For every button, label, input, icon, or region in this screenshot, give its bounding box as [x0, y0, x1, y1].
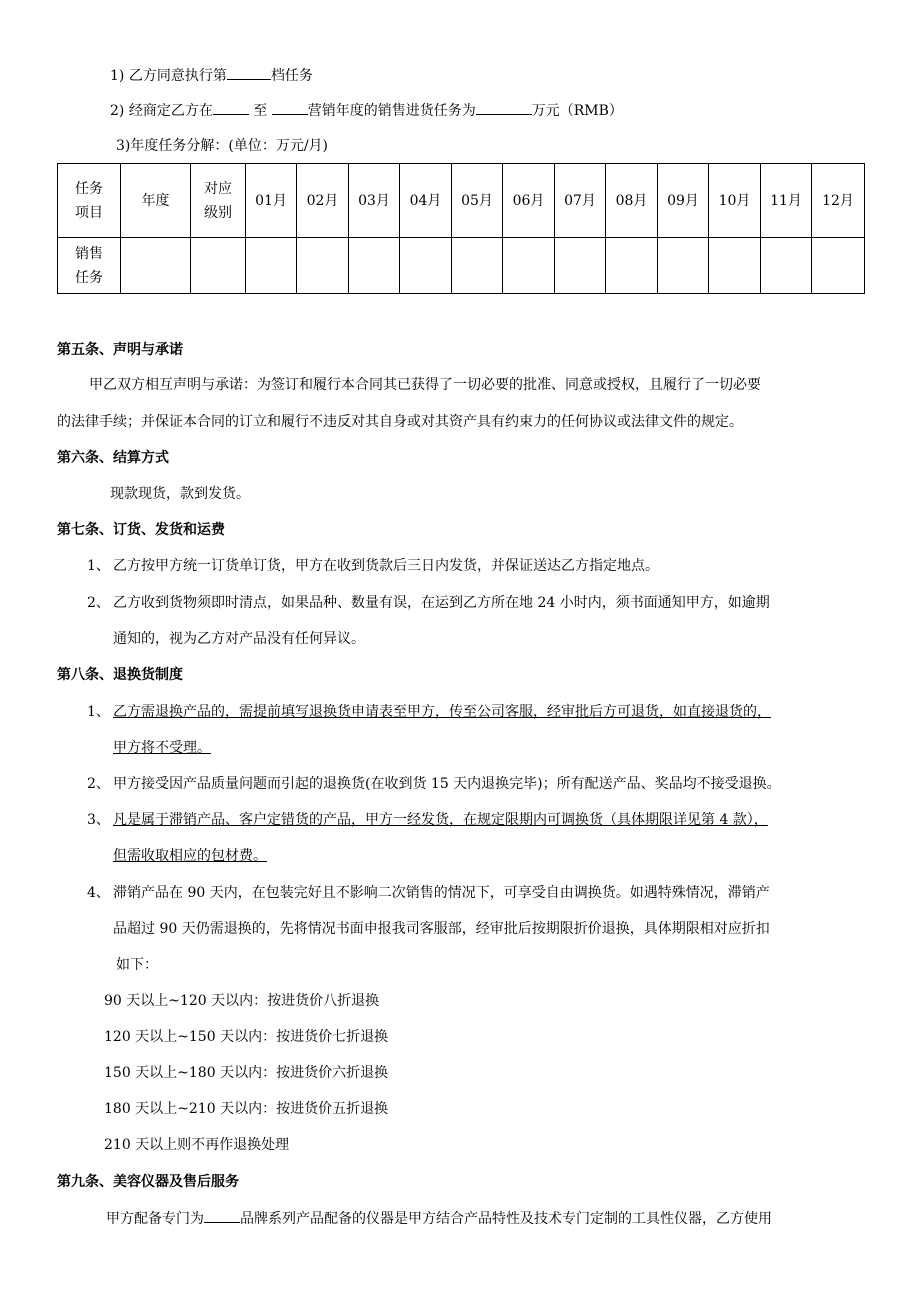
list-item-cont: 甲方将不受理。 — [113, 740, 211, 756]
header-level: 对应 级别 — [191, 164, 246, 238]
table-header-row — [58, 164, 865, 238]
header-month: 03月 — [349, 164, 400, 238]
header-month: 01月 — [246, 164, 297, 238]
discount-rule: 150 天以上~180 天以内：按进货价六折退换 — [104, 1065, 389, 1081]
header-month: 02月 — [297, 164, 349, 238]
task-table — [57, 163, 865, 294]
list-number: 1、 — [87, 558, 110, 574]
list-number: 4、 — [87, 885, 110, 901]
list-number: 1、 — [87, 704, 110, 720]
section5-title: 第五条、声明与承诺 — [57, 342, 183, 358]
discount-rule: 180 天以上~210 天以内：按进货价五折退换 — [104, 1101, 389, 1117]
section5-para-line1: 甲乙双方相互声明与承诺：为签订和履行本合同其已获得了一切必要的批准、同意或授权，且履行了一切必要 — [89, 377, 761, 393]
list-item-cont: 如下： — [116, 957, 158, 973]
list-number: 3、 — [87, 812, 110, 828]
section9-title: 第九条、美容仪器及售后服务 — [57, 1174, 239, 1190]
list-item-cont: 通知的，视为乙方对产品没有任何异议。 — [113, 631, 365, 647]
table-cell[interactable] — [606, 238, 658, 294]
list-item: 滞销产品在 90 天内，在包装完好且不影响二次销售的情况下，可享受自由调换货。如遇特殊情况，滞销产 — [113, 885, 770, 901]
year-end-blank[interactable] — [272, 100, 308, 115]
year-start-blank[interactable] — [213, 100, 249, 115]
header-month: 12月 — [812, 164, 865, 238]
table-cell[interactable] — [246, 238, 297, 294]
section6-para: 现款现货，款到发货。 — [110, 486, 250, 502]
header-month: 04月 — [400, 164, 452, 238]
table-cell[interactable] — [452, 238, 503, 294]
section5-para-line2: 的法律手续；并保证本合同的订立和履行不违反对其自身或对其资产具有约束力的任何协议或法律文件的规定。 — [57, 414, 743, 430]
table-cell[interactable] — [658, 238, 709, 294]
discount-rule: 90 天以上~120 天以内：按进货价八折退换 — [104, 993, 380, 1009]
amount-blank[interactable] — [476, 100, 532, 115]
header-month: 09月 — [658, 164, 709, 238]
header-month: 08月 — [606, 164, 658, 238]
table-cell[interactable] — [503, 238, 555, 294]
list-item: 乙方按甲方统一订货单订货，甲方在收到货款后三日内发货，并保证送达乙方指定地点。 — [113, 558, 659, 574]
table-row — [58, 238, 865, 294]
table-cell[interactable] — [349, 238, 400, 294]
list-number: 2、 — [87, 776, 110, 792]
table-cell[interactable] — [297, 238, 349, 294]
task-level-line: 1) 乙方同意执行第 档任务 — [110, 65, 313, 86]
list-number: 2、 — [87, 595, 110, 611]
discount-rule: 210 天以上则不再作退换处理 — [104, 1137, 290, 1153]
header-month: 05月 — [452, 164, 503, 238]
header-month: 07月 — [555, 164, 606, 238]
level-blank[interactable] — [227, 65, 271, 80]
table-cell[interactable] — [812, 238, 865, 294]
section7-title: 第七条、订货、发货和运费 — [57, 522, 225, 538]
list-item-cont: 但需收取相应的包材费。 — [113, 848, 267, 864]
header-month: 06月 — [503, 164, 555, 238]
discount-rule: 120 天以上~150 天以内：按进货价七折退换 — [104, 1029, 389, 1045]
section6-title: 第六条、结算方式 — [57, 450, 169, 466]
table-cell[interactable] — [761, 238, 812, 294]
header-year: 年度 — [121, 164, 191, 238]
table-cell[interactable] — [191, 238, 246, 294]
table-cell[interactable] — [709, 238, 761, 294]
table-cell[interactable] — [400, 238, 452, 294]
header-task-item: 任务 项目 — [58, 164, 121, 238]
list-item: 乙方需退换产品的，需提前填写退换货申请表至甲方，传至公司客服，经审批后方可退货，如直接退货的， — [113, 704, 771, 720]
table-cell[interactable] — [555, 238, 606, 294]
table-cell[interactable] — [121, 238, 191, 294]
list-item: 甲方接受因产品质量问题而引起的退换货(在收到货 15 天内退换完毕)；所有配送产品、奖品均不接受退换。 — [113, 776, 781, 792]
header-month: 11月 — [761, 164, 812, 238]
list-item: 乙方收到货物须即时清点，如果品种、数量有误，在运到乙方所在地 24 小时内，须书面通知甲方，如逾期 — [113, 595, 770, 611]
sales-target-line: 2) 经商定乙方在 至 营销年度的销售进货任务为 万元（RMB） — [110, 100, 623, 121]
annual-breakdown-label: 3)年度任务分解：(单位：万元/月) — [116, 138, 329, 154]
section9-para: 甲方配备专门为 品牌系列产品配备的仪器是甲方结合产品特性及技术专门定制的工具性仪器，乙方使用 — [106, 1208, 772, 1229]
header-month: 10月 — [709, 164, 761, 238]
section8-title: 第八条、退换货制度 — [57, 667, 183, 683]
list-item-cont: 品超过 90 天仍需退换的，先将情况书面申报我司客服部，经审批后按期限折价退换，具体期限相对应折扣 — [113, 921, 770, 937]
list-item: 凡是属于滞销产品、客户定错货的产品，甲方一经发货，在规定限期内可调换货（具体期限详见第 4 款）， — [113, 812, 768, 828]
row-label-sales-task: 销售 任务 — [58, 238, 121, 294]
brand-blank[interactable] — [204, 1208, 240, 1223]
